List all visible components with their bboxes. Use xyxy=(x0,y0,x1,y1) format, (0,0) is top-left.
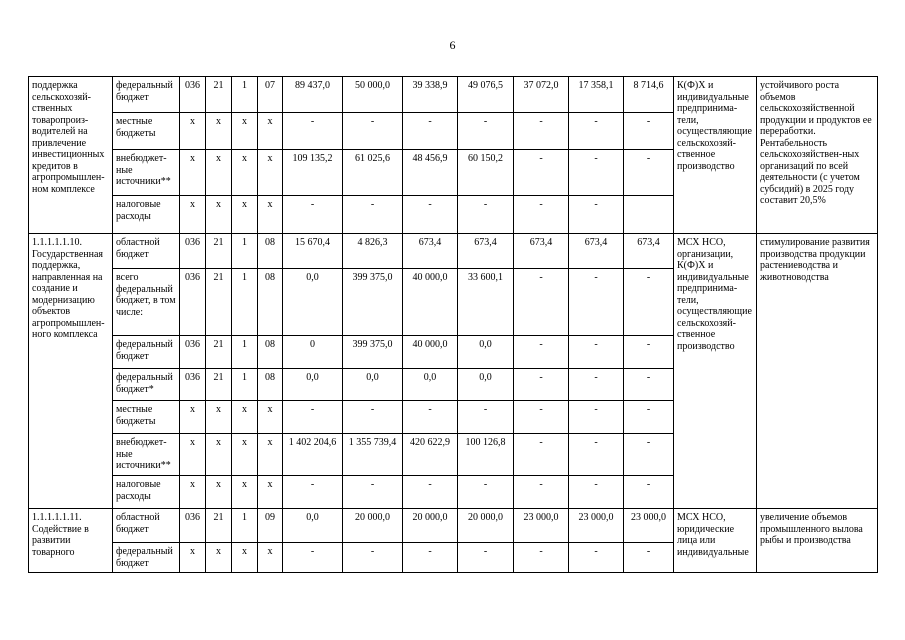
executor-cell: К(Ф)Х и индивидуальные предпринима-тели, осуществляющие сельскохозяй-ственное производство xyxy=(674,77,757,234)
budget-code-cell: х xyxy=(180,543,206,573)
budget-code-cell: х xyxy=(206,434,232,476)
budget-code-cell: 036 xyxy=(180,369,206,401)
expected-result-cell: стимулирование развития производства продукции растениеводства и животноводства xyxy=(757,234,878,509)
amount-cell: - xyxy=(569,196,624,234)
amount-cell: 8 714,6 xyxy=(624,77,674,113)
budget-code-cell: 1 xyxy=(232,509,258,543)
amount-cell: - xyxy=(624,269,674,336)
budget-code-cell: х xyxy=(206,401,232,434)
amount-cell: - xyxy=(343,476,403,509)
budget-code-cell: х xyxy=(180,150,206,196)
funding-source-cell: налоговые расходы xyxy=(113,196,180,234)
budget-code-cell: 09 xyxy=(258,509,283,543)
amount-cell: 109 135,2 xyxy=(283,150,343,196)
amount-cell: - xyxy=(343,543,403,573)
budget-code-cell: 1 xyxy=(232,77,258,113)
funding-source-cell: внебюджет-ные источники** xyxy=(113,434,180,476)
budget-code-cell: х xyxy=(258,401,283,434)
budget-code-cell: 1 xyxy=(232,336,258,369)
budget-code-cell: 21 xyxy=(206,336,232,369)
amount-cell: 23 000,0 xyxy=(569,509,624,543)
amount-cell: - xyxy=(403,113,458,150)
amount-cell: 100 126,8 xyxy=(458,434,514,476)
activity-name-cell: поддержка сельскохозяй-ственных товаропроиз-водителей на привлечение инвестиционных кредитов в агропромышлен-ном комплексе xyxy=(29,77,113,234)
budget-code-cell: х xyxy=(258,150,283,196)
amount-cell: 89 437,0 xyxy=(283,77,343,113)
budget-code-cell: х xyxy=(180,476,206,509)
amount-cell: - xyxy=(403,476,458,509)
amount-cell: - xyxy=(569,369,624,401)
amount-cell: 673,4 xyxy=(458,234,514,269)
amount-cell: 0,0 xyxy=(283,269,343,336)
expected-result-cell: устойчивого роста объемов сельскохозяйственной продукции и продуктов ее переработки. Рентабельность сельскохозяйствен-ных организаций по всей деятельности (с учетом субсидий) в 2025 году составит 20,5% xyxy=(757,77,878,234)
budget-code-cell: х xyxy=(258,476,283,509)
amount-cell: - xyxy=(514,196,569,234)
amount-cell: - xyxy=(283,476,343,509)
budget-code-cell: 08 xyxy=(258,234,283,269)
executor-cell: МСХ НСО, организации, К(Ф)Х и индивидуальные предпринима-тели, осуществляющие сельскохозяй-ственное производство xyxy=(674,234,757,509)
amount-cell xyxy=(624,196,674,234)
amount-cell: 20 000,0 xyxy=(403,509,458,543)
amount-cell: - xyxy=(569,543,624,573)
amount-cell: 673,4 xyxy=(624,234,674,269)
budget-code-cell: 1 xyxy=(232,369,258,401)
table-row xyxy=(29,509,878,543)
funding-source-cell: федеральный бюджет xyxy=(113,336,180,369)
amount-cell: - xyxy=(624,434,674,476)
budget-code-cell: 1 xyxy=(232,234,258,269)
amount-cell: - xyxy=(458,401,514,434)
budget-code-cell: х xyxy=(180,401,206,434)
amount-cell: 23 000,0 xyxy=(514,509,569,543)
amount-cell: - xyxy=(514,543,569,573)
budget-code-cell: 08 xyxy=(258,336,283,369)
amount-cell: 60 150,2 xyxy=(458,150,514,196)
amount-cell: - xyxy=(624,401,674,434)
funding-source-cell: федеральный бюджет xyxy=(113,77,180,113)
amount-cell: - xyxy=(569,113,624,150)
amount-cell: 20 000,0 xyxy=(343,509,403,543)
expected-result-cell: увеличение объемов промышленного вылова рыбы и производства xyxy=(757,509,878,573)
funding-source-cell: областной бюджет xyxy=(113,509,180,543)
amount-cell: - xyxy=(569,476,624,509)
funding-source-cell: всего федеральный бюджет, в том числе: xyxy=(113,269,180,336)
amount-cell: 0,0 xyxy=(403,369,458,401)
amount-cell: 399 375,0 xyxy=(343,336,403,369)
amount-cell: 0,0 xyxy=(283,509,343,543)
amount-cell: - xyxy=(569,401,624,434)
amount-cell: - xyxy=(283,196,343,234)
executor-cell: МСХ НСО, юридические лица или индивидуальные xyxy=(674,509,757,573)
funding-source-cell: внебюджет-ные источники** xyxy=(113,150,180,196)
budget-code-cell: 08 xyxy=(258,369,283,401)
amount-cell: 673,4 xyxy=(569,234,624,269)
amount-cell: 20 000,0 xyxy=(458,509,514,543)
amount-cell: - xyxy=(343,401,403,434)
budget-code-cell: 08 xyxy=(258,269,283,336)
budget-code-cell: 036 xyxy=(180,77,206,113)
amount-cell: 673,4 xyxy=(403,234,458,269)
amount-cell: - xyxy=(569,150,624,196)
table-row xyxy=(29,234,878,269)
amount-cell: - xyxy=(458,476,514,509)
page-number: 6 xyxy=(449,38,456,52)
amount-cell: - xyxy=(514,336,569,369)
funding-source-cell: областной бюджет xyxy=(113,234,180,269)
amount-cell: 1 355 739,4 xyxy=(343,434,403,476)
budget-code-cell: 21 xyxy=(206,234,232,269)
amount-cell: 0,0 xyxy=(458,369,514,401)
budget-code-cell: 21 xyxy=(206,369,232,401)
table-row xyxy=(29,77,878,113)
amount-cell: 49 076,5 xyxy=(458,77,514,113)
amount-cell: 48 456,9 xyxy=(403,150,458,196)
amount-cell: - xyxy=(458,196,514,234)
budget-code-cell: 21 xyxy=(206,509,232,543)
amount-cell: 61 025,6 xyxy=(343,150,403,196)
amount-cell: - xyxy=(403,196,458,234)
budget-code-cell: х xyxy=(206,113,232,150)
budget-code-cell: х xyxy=(206,543,232,573)
amount-cell: 399 375,0 xyxy=(343,269,403,336)
amount-cell: - xyxy=(458,113,514,150)
amount-cell: 0 xyxy=(283,336,343,369)
budget-code-cell: х xyxy=(180,434,206,476)
amount-cell: 673,4 xyxy=(514,234,569,269)
amount-cell: 33 600,1 xyxy=(458,269,514,336)
amount-cell: - xyxy=(569,269,624,336)
budget-code-cell: 036 xyxy=(180,509,206,543)
amount-cell: - xyxy=(514,113,569,150)
amount-cell: 23 000,0 xyxy=(624,509,674,543)
amount-cell: - xyxy=(624,543,674,573)
budget-code-cell: х xyxy=(232,476,258,509)
budget-code-cell: х xyxy=(232,434,258,476)
amount-cell: - xyxy=(283,543,343,573)
amount-cell: - xyxy=(514,401,569,434)
amount-cell: - xyxy=(514,476,569,509)
budget-code-cell: 1 xyxy=(232,269,258,336)
budget-code-cell: 21 xyxy=(206,269,232,336)
budget-code-cell: х xyxy=(258,196,283,234)
amount-cell: - xyxy=(624,150,674,196)
budget-code-cell: х xyxy=(232,150,258,196)
amount-cell: - xyxy=(514,269,569,336)
budget-code-cell: 07 xyxy=(258,77,283,113)
activity-name-cell: 1.1.1.1.1.10. Государственная поддержка, направленная на создание и модернизацию объектов агропромышлен-ного комплекса xyxy=(29,234,113,509)
amount-cell: - xyxy=(624,369,674,401)
activity-name-cell: 1.1.1.1.1.11. Содействие в развитии товарного xyxy=(29,509,113,573)
budget-code-cell: х xyxy=(258,434,283,476)
funding-source-cell: федеральный бюджет xyxy=(113,543,180,573)
budget-code-cell: х xyxy=(180,113,206,150)
budget-code-cell: х xyxy=(258,543,283,573)
budget-code-cell: 21 xyxy=(206,77,232,113)
amount-cell: 0,0 xyxy=(343,369,403,401)
budget-code-cell: х xyxy=(232,113,258,150)
amount-cell: 40 000,0 xyxy=(403,336,458,369)
amount-cell: 420 622,9 xyxy=(403,434,458,476)
amount-cell: - xyxy=(283,401,343,434)
amount-cell: - xyxy=(343,196,403,234)
amount-cell: - xyxy=(624,113,674,150)
budget-code-cell: х xyxy=(258,113,283,150)
amount-cell: - xyxy=(458,543,514,573)
funding-source-cell: налоговые расходы xyxy=(113,476,180,509)
budget-code-cell: х xyxy=(232,196,258,234)
amount-cell: - xyxy=(403,401,458,434)
amount-cell: 40 000,0 xyxy=(403,269,458,336)
amount-cell: 37 072,0 xyxy=(514,77,569,113)
budget-code-cell: 036 xyxy=(180,269,206,336)
amount-cell: - xyxy=(624,476,674,509)
amount-cell: - xyxy=(569,336,624,369)
budget-code-cell: х xyxy=(206,150,232,196)
budget-code-cell: 036 xyxy=(180,234,206,269)
amount-cell: - xyxy=(514,369,569,401)
budget-code-cell: х xyxy=(206,196,232,234)
budget-code-cell: х xyxy=(232,401,258,434)
amount-cell: 4 826,3 xyxy=(343,234,403,269)
amount-cell: - xyxy=(283,113,343,150)
amount-cell: - xyxy=(514,150,569,196)
amount-cell: - xyxy=(403,543,458,573)
amount-cell: 50 000,0 xyxy=(343,77,403,113)
budget-code-cell: х xyxy=(206,476,232,509)
amount-cell: 0,0 xyxy=(458,336,514,369)
program-activities-table xyxy=(28,76,878,573)
budget-code-cell: х xyxy=(232,543,258,573)
funding-source-cell: местные бюджеты xyxy=(113,113,180,150)
amount-cell: 0,0 xyxy=(283,369,343,401)
funding-source-cell: федеральный бюджет* xyxy=(113,369,180,401)
budget-code-cell: 036 xyxy=(180,336,206,369)
budget-code-cell: х xyxy=(180,196,206,234)
funding-source-cell: местные бюджеты xyxy=(113,401,180,434)
amount-cell: 17 358,1 xyxy=(569,77,624,113)
amount-cell: 39 338,9 xyxy=(403,77,458,113)
amount-cell: - xyxy=(514,434,569,476)
amount-cell: - xyxy=(343,113,403,150)
amount-cell: 15 670,4 xyxy=(283,234,343,269)
amount-cell: - xyxy=(569,434,624,476)
amount-cell: 1 402 204,6 xyxy=(283,434,343,476)
amount-cell: - xyxy=(624,336,674,369)
